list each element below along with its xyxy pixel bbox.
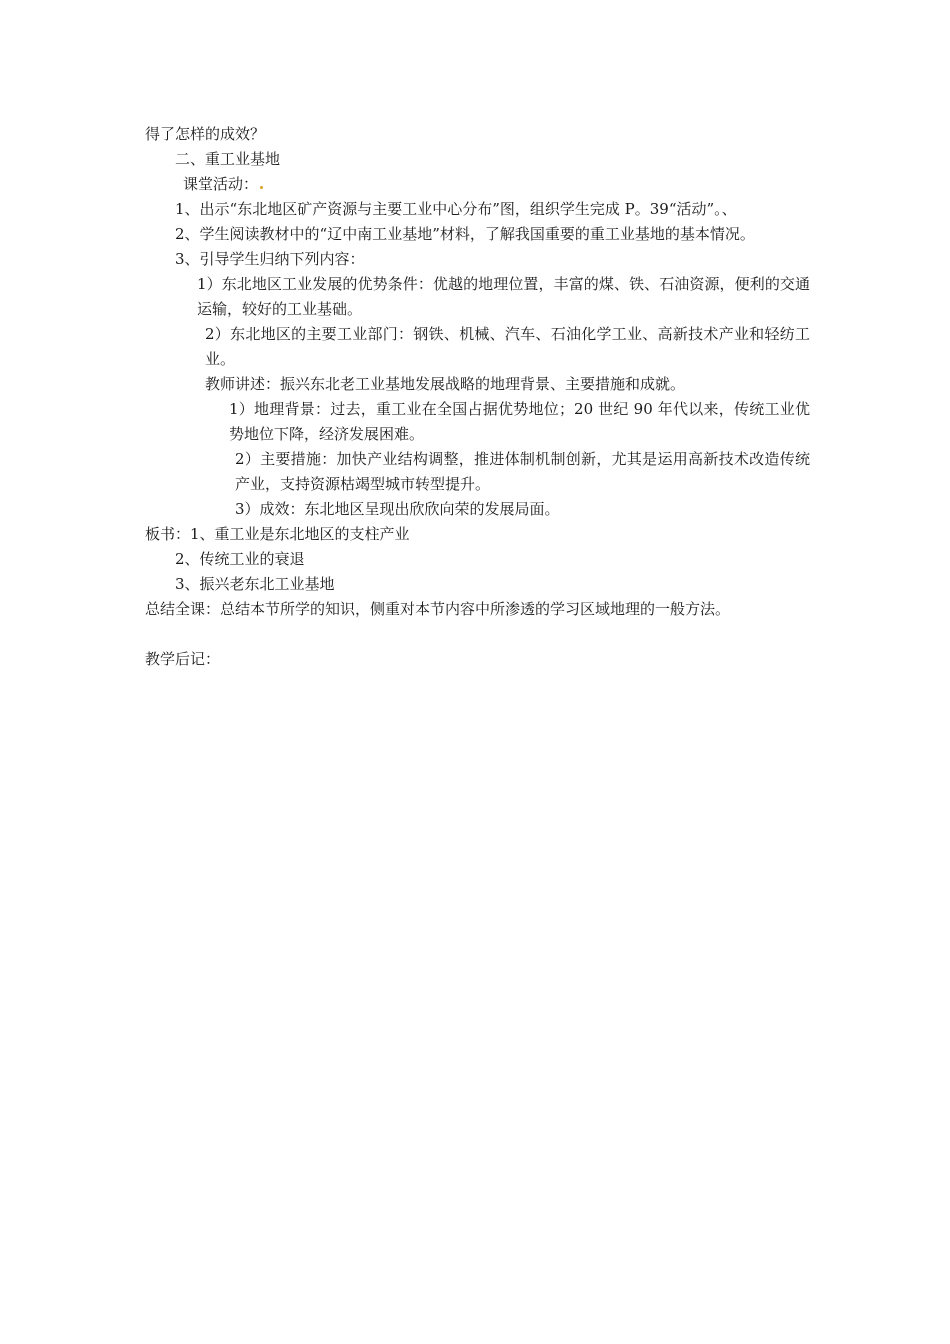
- summary-point-1: 1）东北地区工业发展的优势条件：优越的地理位置，丰富的煤、铁、石油资源，便利的交通运输，较好的工业基础。: [197, 275, 810, 318]
- lecture-point-1: 1）地理背景：过去，重工业在全国占据优势地位；20 世纪 90 年代以来，传统工业优势地位下降，经济发展困难。: [229, 400, 810, 443]
- lecture-point-3: 3）成效：东北地区呈现出欣欣向荣的发展局面。: [235, 500, 560, 518]
- section-heading: 二、重工业基地: [175, 150, 281, 168]
- blank-line: [145, 622, 810, 647]
- activity-item-3: 3、引导学生归纳下列内容：: [175, 250, 365, 268]
- lecture-point-2: 2）主要措施：加快产业结构调整，推进体制机制创新，尤其是运用高新技术改造传统产业，支持资源枯竭型城市转型提升。: [235, 450, 810, 493]
- activity-item-2: 2、学生阅读教材中的“辽中南工业基地”材料，了解我国重要的重工业基地的基本情况。: [175, 225, 755, 243]
- teaching-notes-label: 教学后记：: [145, 650, 221, 668]
- board-item-2: 2、传统工业的衰退: [175, 550, 305, 568]
- activity-item-1: 1、出示“东北地区矿产资源与主要工业中心分布”图，组织学生完成 P。39“活动”。、: [175, 200, 737, 218]
- text-line-1: 得了怎样的成效？: [145, 125, 266, 143]
- summary-point-2: 2）东北地区的主要工业部门：钢铁、机械、汽车、石油化学工业、高新技术产业和轻纺工业。: [205, 325, 810, 368]
- document-body: [145, 122, 810, 672]
- board-heading: 板书：1、重工业是东北地区的支柱产业: [145, 525, 410, 543]
- activity-label-text: 课堂活动：: [183, 175, 259, 193]
- activity-label: [145, 172, 810, 197]
- dot-mark: [260, 186, 263, 189]
- board-item-3: 3、振兴老东北工业基地: [175, 575, 335, 593]
- lesson-summary: 总结全课：总结本节所学的知识，侧重对本节内容中所渗透的学习区域地理的一般方法。: [145, 600, 731, 618]
- teacher-lecture: 教师讲述：振兴东北老工业基地发展战略的地理背景、主要措施和成就。: [205, 375, 686, 393]
